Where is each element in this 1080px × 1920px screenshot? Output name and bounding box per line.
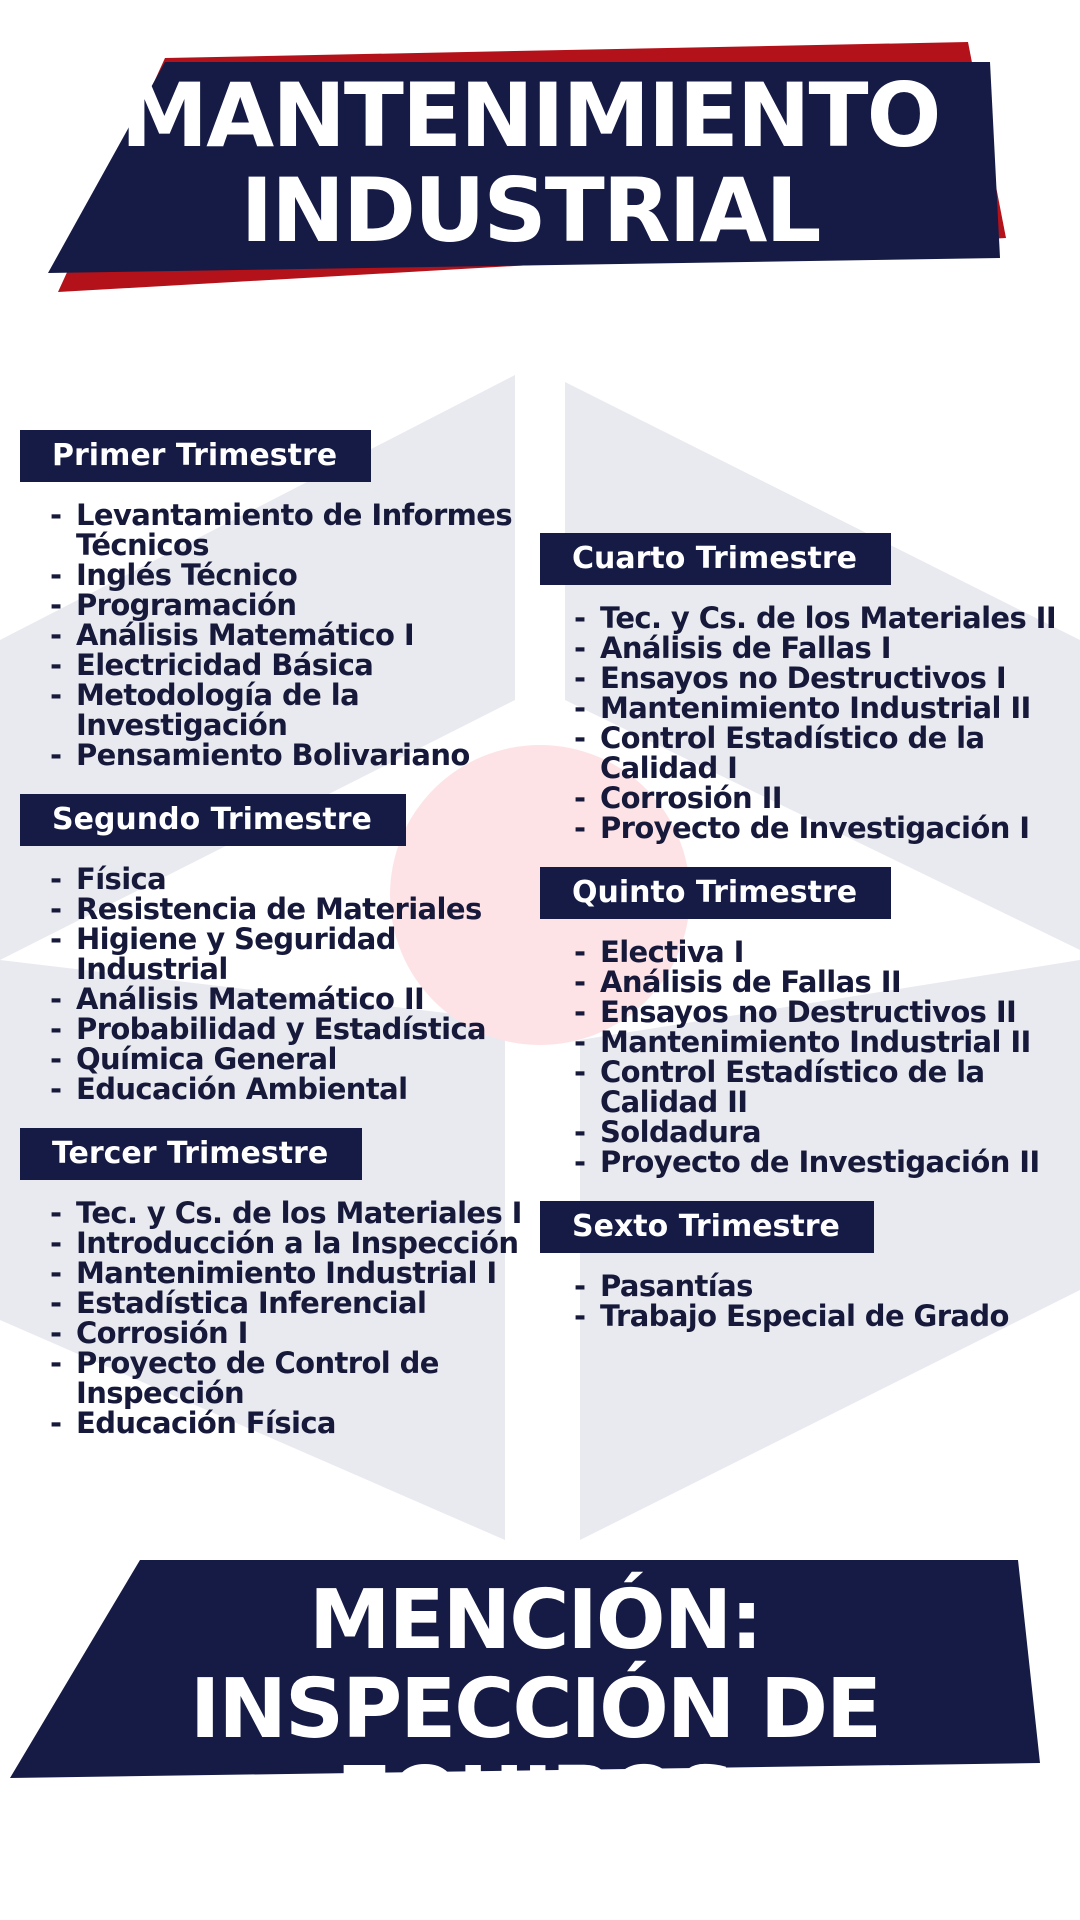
course-list: [20, 1198, 530, 1438]
course-item: - Control Estadístico de la Calidad I: [574, 723, 1070, 783]
page-title: [40, 64, 1020, 263]
course-item: - Mantenimiento Industrial I: [50, 1258, 530, 1288]
course-item: - Electricidad Básica: [50, 650, 530, 680]
course-item: - Ensayos no Destructivos II: [574, 997, 1070, 1027]
course-list: [20, 864, 530, 1104]
course-item: - Proyecto de Control de Inspección: [50, 1348, 530, 1408]
course-item: - Resistencia de Materiales: [50, 894, 530, 924]
term-6: [540, 1201, 1070, 1331]
course-list: [540, 603, 1070, 843]
course-item: - Inglés Técnico: [50, 560, 530, 590]
course-item: - Corrosión II: [574, 783, 1070, 813]
course-item: - Pensamiento Bolivariano: [50, 740, 530, 770]
course-item: - Educación Ambiental: [50, 1074, 530, 1104]
course-item: - Higiene y Seguridad Industrial: [50, 924, 530, 984]
course-item: - Ensayos no Destructivos I: [574, 663, 1070, 693]
course-list: [540, 1271, 1070, 1331]
course-item: - Corrosión I: [50, 1318, 530, 1348]
course-item: - Proyecto de Investigación II: [574, 1147, 1070, 1177]
term-header: Tercer Trimestre: [20, 1128, 362, 1180]
course-item: - Levantamiento de Informes Técnicos: [50, 500, 530, 560]
term-header: Primer Trimestre: [20, 430, 371, 482]
term-2: [20, 794, 530, 1104]
term-header: Sexto Trimestre: [540, 1201, 874, 1253]
title-line-2: INDUSTRIAL: [240, 159, 820, 263]
term-header: Quinto Trimestre: [540, 867, 891, 919]
course-item: - Electiva I: [574, 937, 1070, 967]
course-list: [540, 937, 1070, 1177]
course-item: - Tec. y Cs. de los Materiales I: [50, 1198, 530, 1228]
course-item: - Análisis Matemático I: [50, 620, 530, 650]
term-1: [20, 430, 530, 770]
course-item: - Pasantías: [574, 1271, 1070, 1301]
mention-line-2: INSPECCIÓN DE EQUIPOS: [189, 1661, 881, 1846]
course-item: - Mantenimiento Industrial II: [574, 693, 1070, 723]
right-column: [540, 533, 1070, 1355]
course-item: - Programación: [50, 590, 530, 620]
course-item: - Metodología de la Investigación: [50, 680, 530, 740]
course-item: - Análisis de Fallas II: [574, 967, 1070, 997]
mention-title: [10, 1573, 1060, 1846]
course-item: - Química General: [50, 1044, 530, 1074]
course-item: - Proyecto de Investigación I: [574, 813, 1070, 843]
mention-line-1: MENCIÓN:: [308, 1573, 762, 1668]
title-banner: [40, 40, 1020, 300]
term-4: [540, 533, 1070, 843]
left-column: [20, 430, 530, 1462]
course-item: - Introducción a la Inspección: [50, 1228, 530, 1258]
course-item: - Soldadura: [574, 1117, 1070, 1147]
course-item: - Trabajo Especial de Grado: [574, 1301, 1070, 1331]
title-line-1: MANTENIMIENTO: [120, 64, 940, 167]
course-item: - Análisis de Fallas I: [574, 633, 1070, 663]
course-list: [20, 500, 530, 770]
course-item: - Probabilidad y Estadística: [50, 1014, 530, 1044]
course-item: - Tec. y Cs. de los Materiales II: [574, 603, 1070, 633]
course-item: - Estadística Inferencial: [50, 1288, 530, 1318]
course-item: - Educación Física: [50, 1408, 530, 1438]
mention-banner: [10, 1555, 1060, 1846]
course-item: - Física: [50, 864, 530, 894]
term-5: [540, 867, 1070, 1177]
course-item: - Análisis Matemático II: [50, 984, 530, 1014]
term-header: Cuarto Trimestre: [540, 533, 891, 585]
term-header: Segundo Trimestre: [20, 794, 406, 846]
term-3: [20, 1128, 530, 1438]
course-item: - Mantenimiento Industrial II: [574, 1027, 1070, 1057]
course-item: - Control Estadístico de la Calidad II: [574, 1057, 1070, 1117]
